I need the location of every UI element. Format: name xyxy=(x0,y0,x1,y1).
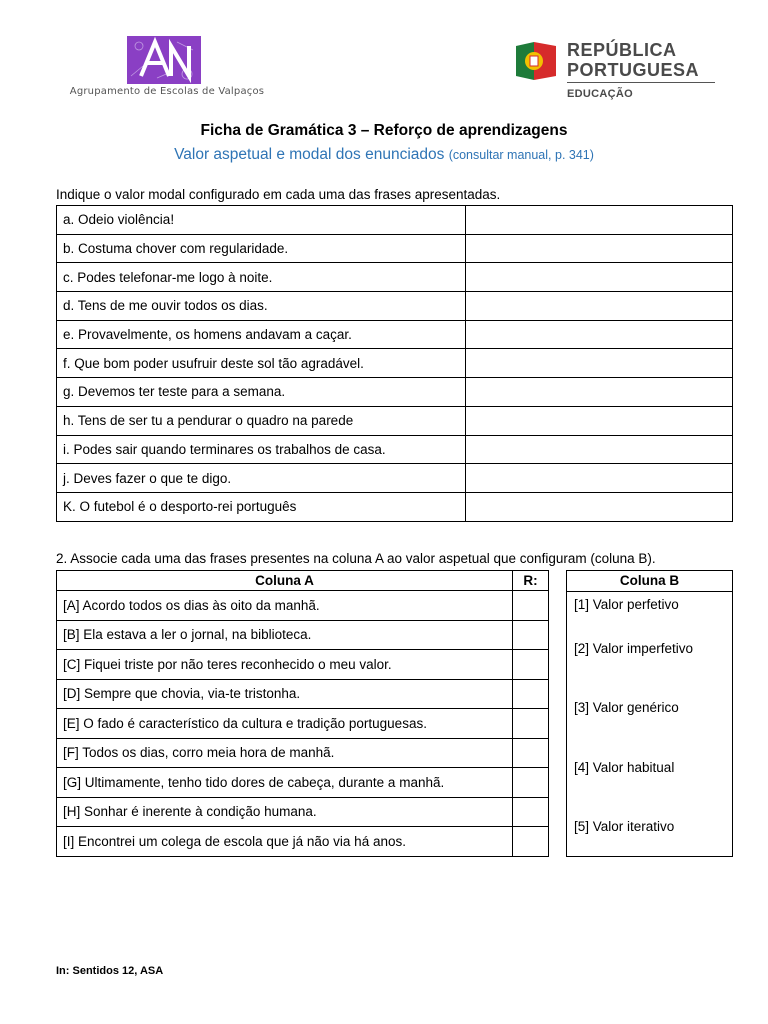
answer-cell[interactable] xyxy=(513,679,549,709)
table-row xyxy=(57,827,549,857)
answer-cell[interactable] xyxy=(513,768,549,798)
sentence-cell: [C] Fiquei triste por não teres reconhecido o meu valor. xyxy=(57,650,513,680)
answer-cell[interactable] xyxy=(466,406,733,435)
column-b-option: [3] Valor genérico xyxy=(574,700,679,715)
answer-cell[interactable] xyxy=(466,464,733,493)
sentence-cell: [B] Ela estava a ler o jornal, na biblioteca. xyxy=(57,620,513,650)
answer-cell[interactable] xyxy=(466,234,733,263)
column-b-option: [2] Valor imperfetivo xyxy=(574,641,694,656)
sentence-cell: [H] Sonhar é inerente à condição humana. xyxy=(57,797,513,827)
answer-cell[interactable] xyxy=(513,797,549,827)
gov-name-line2: PORTUGUESA xyxy=(567,60,700,80)
manual-reference: (consultar manual, p. 341) xyxy=(448,148,594,162)
sentence-cell: [E] O fado é característico da cultura e tradição portuguesas. xyxy=(57,709,513,739)
table-row xyxy=(57,263,733,292)
gov-ministry: EDUCAÇÃO xyxy=(567,88,633,100)
gov-divider xyxy=(567,82,715,83)
sentence-cell: [D] Sempre que chovia, via-te tristonha. xyxy=(57,679,513,709)
sentence-cell: [I] Encontrei um colega de escola que já não via há anos. xyxy=(57,827,513,857)
table-row xyxy=(57,797,549,827)
table-row xyxy=(57,464,733,493)
exercise2-instruction: 2. Associe cada uma das frases presentes na coluna A ao valor aspetual que configuram (coluna B). xyxy=(56,551,656,566)
table-row xyxy=(57,768,549,798)
sentence-cell: c. Podes telefonar-me logo à noite. xyxy=(57,263,466,292)
column-b-header: Coluna B xyxy=(567,571,732,592)
sentence-cell: b. Costuma chover com regularidade. xyxy=(57,234,466,263)
worksheet-title: Ficha de Gramática 3 – Reforço de aprendizagens xyxy=(200,122,568,139)
sentence-cell: h. Tens de ser tu a pendurar o quadro na parede xyxy=(57,406,466,435)
table-row xyxy=(57,206,733,235)
table-row xyxy=(57,292,733,321)
table-row xyxy=(57,620,549,650)
school-name: Agrupamento de Escolas de Valpaços xyxy=(69,86,265,97)
school-logo-mark xyxy=(127,36,201,84)
column-b-option: [5] Valor iterativo xyxy=(574,819,675,834)
column-b-option: [1] Valor perfetivo xyxy=(574,597,679,612)
worksheet-subtitle xyxy=(0,146,768,164)
answer-cell[interactable] xyxy=(466,320,733,349)
exercise1-instruction: Indique o valor modal configurado em cada uma das frases apresentadas. xyxy=(56,187,501,202)
answer-cell[interactable] xyxy=(466,435,733,464)
answer-cell[interactable] xyxy=(513,650,549,680)
sentence-cell: f. Que bom poder usufruir deste sol tão agradável. xyxy=(57,349,466,378)
sentence-cell: [F] Todos os dias, corro meia hora de manhã. xyxy=(57,738,513,768)
answer-cell[interactable] xyxy=(513,738,549,768)
column-b-option: [4] Valor habitual xyxy=(574,760,675,775)
answer-cell[interactable] xyxy=(513,827,549,857)
table-row xyxy=(57,492,733,521)
sentence-cell: d. Tens de me ouvir todos os dias. xyxy=(57,292,466,321)
answer-cell[interactable] xyxy=(466,292,733,321)
answer-cell[interactable] xyxy=(466,492,733,521)
column-b-box xyxy=(566,570,733,857)
answer-header: R: xyxy=(513,571,549,591)
sentence-cell: K. O futebol é o desporto-rei português xyxy=(57,492,466,521)
table-row xyxy=(57,679,549,709)
table-row xyxy=(57,650,549,680)
sentence-cell: [A] Acordo todos os dias às oito da manhã. xyxy=(57,591,513,621)
answer-cell[interactable] xyxy=(466,378,733,407)
exercise1-table xyxy=(56,205,733,522)
subtitle-text: Valor aspetual e modal dos enunciados xyxy=(174,146,445,163)
sentence-cell: a. Odeio violência! xyxy=(57,206,466,235)
answer-cell[interactable] xyxy=(466,263,733,292)
gov-name-line1: REPÚBLICA xyxy=(567,40,677,60)
source-citation: In: Sentidos 12, ASA xyxy=(56,965,164,977)
sentence-cell: e. Provavelmente, os homens andavam a caçar. xyxy=(57,320,466,349)
sentence-cell: j. Deves fazer o que te digo. xyxy=(57,464,466,493)
sentence-cell: i. Podes sair quando terminares os trabalhos de casa. xyxy=(57,435,466,464)
portuguese-flag-emblem-icon xyxy=(514,40,558,82)
answer-cell[interactable] xyxy=(513,709,549,739)
answer-cell[interactable] xyxy=(466,349,733,378)
table-row xyxy=(57,435,733,464)
table-row xyxy=(57,320,733,349)
republica-portuguesa-logo xyxy=(514,40,719,102)
table-header-row xyxy=(57,571,549,591)
answer-cell[interactable] xyxy=(513,591,549,621)
table-row xyxy=(57,591,549,621)
table-row xyxy=(57,709,549,739)
answer-cell[interactable] xyxy=(466,206,733,235)
answer-cell[interactable] xyxy=(513,620,549,650)
column-a-table xyxy=(56,570,549,857)
school-logo xyxy=(52,34,282,104)
column-a-header: Coluna A xyxy=(57,571,513,591)
table-row xyxy=(57,234,733,263)
table-row xyxy=(57,378,733,407)
sentence-cell: g. Devemos ter teste para a semana. xyxy=(57,378,466,407)
sentence-cell: [G] Ultimamente, tenho tido dores de cabeça, durante a manhã. xyxy=(57,768,513,798)
table-row xyxy=(57,406,733,435)
table-row xyxy=(57,738,549,768)
table-row xyxy=(57,349,733,378)
